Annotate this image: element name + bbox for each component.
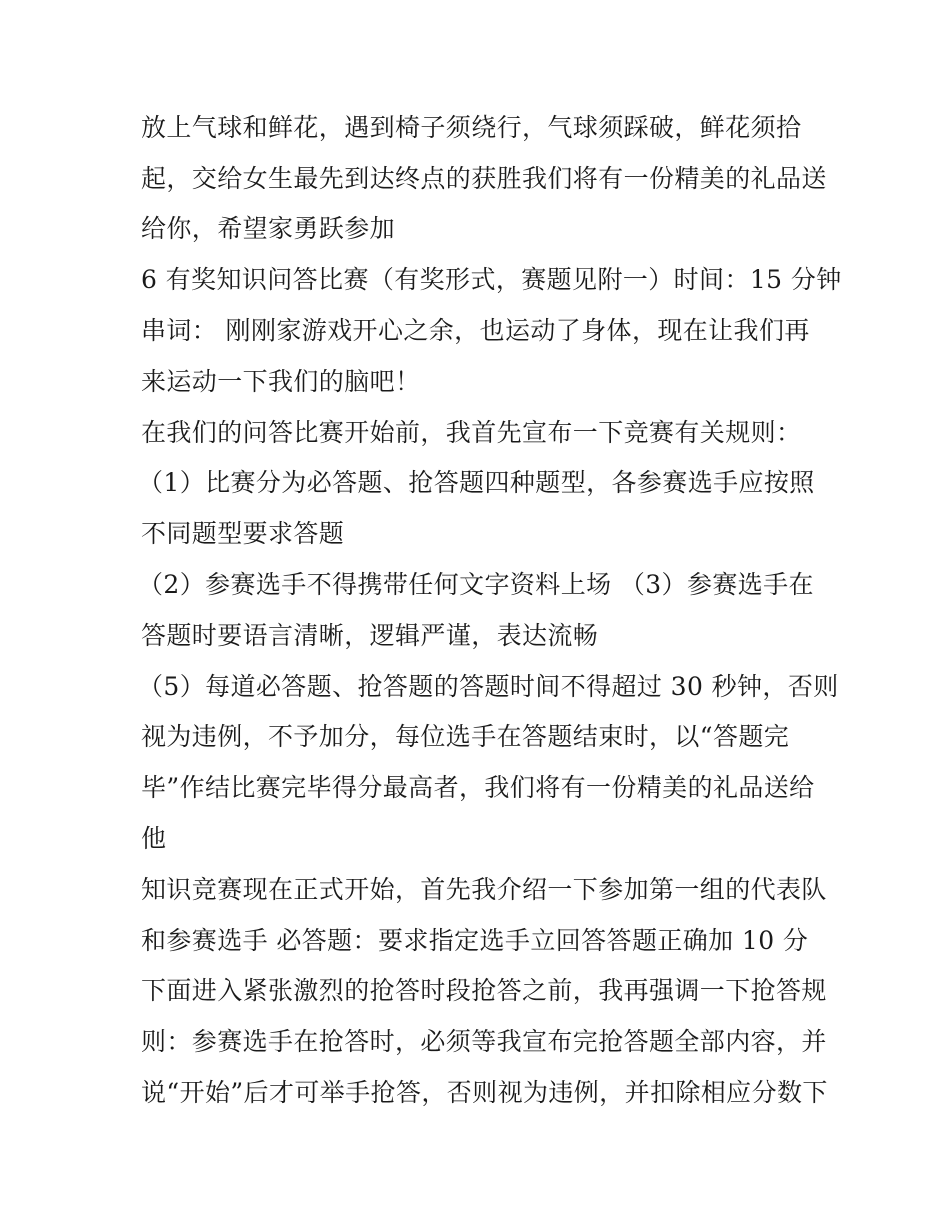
text-line: 他 — [141, 824, 167, 853]
text-line: 毕”作结比赛完毕得分最高者，我们将有一份精美的礼品送给 — [141, 773, 815, 802]
text-line: 和参赛选手 必答题：要求指定选手立回答答题正确加 10 分 — [141, 926, 809, 955]
text-line: （1）比赛分为必答题、抢答题四种题型，各参赛选手应按照 — [138, 468, 815, 497]
text-line: 知识竞赛现在正式开始，首先我介绍一下参加第一组的代表队 — [141, 875, 827, 904]
text-line: 说“开始”后才可举手抢答，否则视为违例，并扣除相应分数下 — [141, 1078, 828, 1107]
text-line: 在我们的问答比赛开始前，我首先宣布一下竞赛有关规则： — [141, 418, 802, 447]
text-line: 放上气球和鲜花，遇到椅子须绕行，气球须踩破，鲜花须拾 — [141, 113, 802, 142]
text-line: 给你，希望家勇跃参加 — [141, 214, 396, 243]
text-line: 则：参赛选手在抢答时，必须等我宣布完抢答题全部内容，并 — [141, 1027, 827, 1056]
text-line: （2）参赛选手不得携带任何文字资料上场 （3）参赛选手在 — [138, 570, 814, 599]
text-line: 来运动一下我们的脑吧！ — [141, 367, 421, 396]
text-line: 不同题型要求答题 — [141, 519, 345, 548]
text-line: 串词： 刚刚家游戏开心之余，也运动了身体，现在让我们再 — [141, 316, 810, 345]
text-line: 起，交给女生最先到达终点的获胜我们将有一份精美的礼品送 — [141, 164, 827, 193]
text-line: 下面进入紧张激烈的抢答时段抢答之前，我再强调一下抢答规 — [141, 976, 827, 1005]
text-line: 视为违例，不予加分，每位选手在答题结束时，以“答题完 — [141, 722, 790, 751]
text-line: （5）每道必答题、抢答题的答题时间不得超过 30 秒钟，否则 — [138, 672, 839, 701]
text-line: 6 有奖知识问答比赛（有奖形式，赛题见附一）时间：15 分钟 — [141, 265, 842, 294]
text-line: 答题时要语言清晰，逻辑严谨，表达流畅 — [141, 621, 599, 650]
